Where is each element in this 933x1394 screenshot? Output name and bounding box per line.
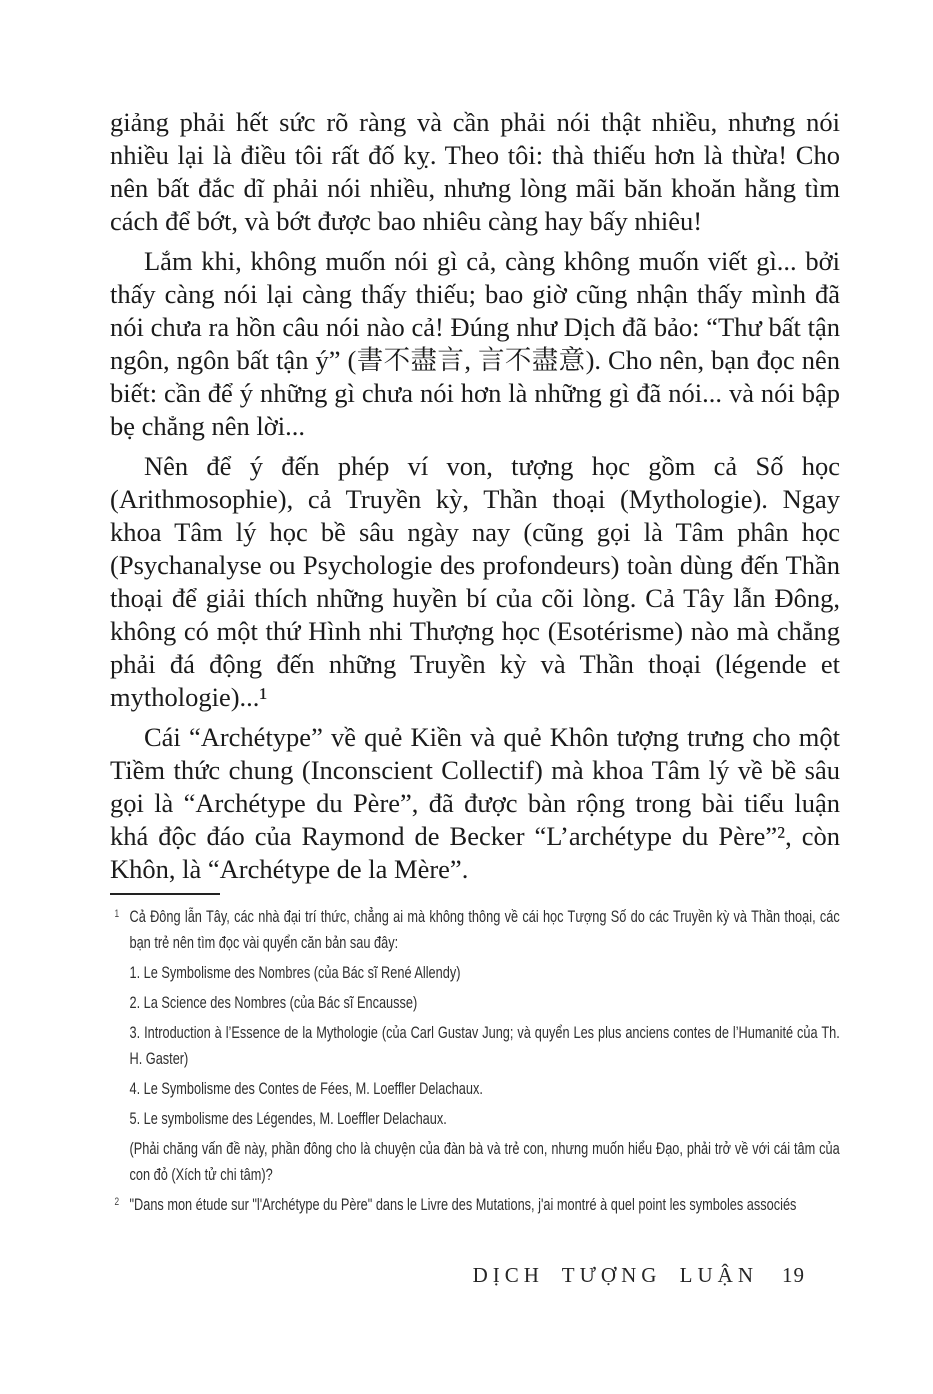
paragraph: Cái “Archétype” về quẻ Kiền và quẻ Khôn tượng trưng cho một Tiềm thức chung (Inconscient Collectif) mà khoa Tâm lý về bề sâu gọi là “Archétype du Père”, đã được bàn rộng trong bài tiểu luận khá độc đáo của Raymond de Becker “L’archétype du Père”², còn Khôn, là “Archétype de la Mère”.	[110, 722, 840, 884]
body-text	[110, 106, 840, 886]
footnote-marker: 2	[114, 1196, 120, 1208]
page-footer	[110, 1263, 805, 1288]
paragraph: Lắm khi, không muốn nói gì cả, càng không muốn viết gì... bởi thấy càng nói lại càng thấy thiếu; bao giờ cũng nhận thấy mình đã nói chưa ra hồn câu nói nào cả! Đúng như Dịch đã bảo: “Thư bất tận ngôn, ngôn bất tận ý” (書不盡言, 言不盡意). Cho nên, bạn đọc nên biết: cần để ý những gì chưa nói hơn là những gì đã nói... và nói bập bẹ chẳng nên lời...	[110, 246, 840, 441]
footnote-body	[130, 904, 840, 1188]
text-column	[110, 106, 840, 1222]
footnote-text: (Phải chăng vấn đề này, phần đông cho là chuyện của đàn bà và trẻ con, nhưng muốn hiểu Đạo, phải trở về với cái tâm của con đỏ (Xích tử chi tâm)?	[129, 1139, 840, 1184]
paragraph: giảng phải hết sức rõ ràng và cần phải nói thật nhiều, nhưng nói nhiều lại là điều tôi rất đố kỵ. Theo tôi: thà thiếu hơn là thừa! Cho nên bất đắc dĩ phải nói nhiều, nhưng lòng mãi băn khoăn hằng tìm cách để bớt, và bớt được bao nhiêu càng hay bấy nhiêu!	[110, 107, 840, 236]
footnote-2	[110, 1192, 840, 1218]
footnote-list-item: 5. Le symbolisme des Légendes, M. Loeffler Delachaux.	[129, 1109, 447, 1128]
footnote-list-item: 4. Le Symbolisme des Contes de Fées, M. Loeffler Delachaux.	[129, 1079, 483, 1098]
footnote-1	[110, 904, 840, 1188]
footnote-separator	[110, 893, 220, 895]
page-number: 19	[782, 1263, 805, 1287]
footnotes-section	[110, 904, 840, 1218]
footnote-body	[130, 1192, 840, 1218]
footnote-text: Cả Đông lẫn Tây, các nhà đại trí thức, chẳng ai mà không thông về cái học Tượng Số do các Truyền kỳ và Thần thoại, các bạn trẻ nên tìm đọc vài quyển căn bản sau đây:	[129, 907, 840, 952]
footnote-list-item: 3. Introduction à l’Essence de la Mythologie (của Carl Gustav Jung; và quyển Les plus anciens contes de l’Humanité của Th. H. Gaster)	[129, 1023, 840, 1068]
footnote-marker: 1	[114, 908, 120, 920]
footnote-text: "Dans mon étude sur "l'Archétype du Père" dans le Livre des Mutations, j'ai montré à quel point les symboles associés	[129, 1195, 797, 1214]
footnote-list-item: 1. Le Symbolisme des Nombres (của Bác sĩ René Allendy)	[129, 963, 461, 982]
paragraph: Nên để ý đến phép ví von, tượng học gồm cả Số học (Arithmosophie), cả Truyền kỳ, Thần thoại (Mythologie). Ngay khoa Tâm lý học bề sâu ngày nay (cũng gọi là Tâm phân học (Psychanalyse ou Psychologie des profondeurs) toàn dùng đến Thần thoại để giải thích những huyền bí của cõi lòng. Cả Tây lẫn Đông, không có một thứ Hình nhi Thượng học (Esotérisme) nào mà chẳng phải đá động đến những Truyền kỳ và Thần thoại (légende et mythologie)...¹	[110, 451, 840, 712]
running-title: DỊCH TƯỢNG LUẬN	[472, 1263, 758, 1287]
footnote-list-item: 2. La Science des Nombres (của Bác sĩ Encausse)	[129, 993, 418, 1012]
